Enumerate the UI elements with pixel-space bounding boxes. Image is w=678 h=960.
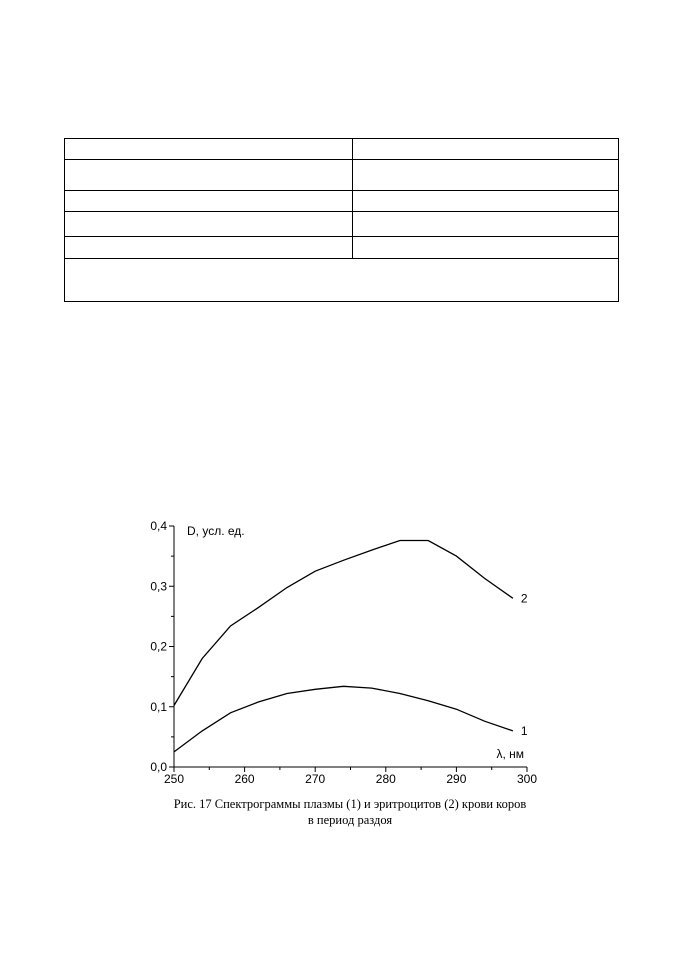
chart-axes [150,519,537,786]
figure-caption [130,796,570,828]
x-tick-label: 250 [163,772,185,786]
x-tick-label: 280 [375,772,396,786]
chart-series [174,541,528,752]
series-label-1: 1 [520,723,528,738]
x-tick-label: 300 [516,772,538,786]
y-tick-label: 0,2 [150,639,167,654]
series-line-2 [174,541,513,706]
caption-line-1: Рис. 17 Спектрограммы плазмы (1) и эритроцитов (2) крови коров [173,797,527,811]
y-tick-label: 0,0 [150,760,167,774]
x-tick-label: 260 [234,772,255,786]
y-tick-label: 0,4 [150,519,167,533]
x-tick-label: 270 [305,772,326,786]
y-axis-label: D, усл. ед. [187,524,245,538]
series-line-1 [174,686,513,752]
x-axis-label: λ, нм [496,747,524,761]
y-tick-label: 0,3 [150,579,167,594]
y-tick-label: 0,1 [150,699,167,714]
caption-line-2: в период раздоя [307,813,393,827]
x-tick-label: 290 [446,772,467,786]
series-label-2: 2 [520,591,528,606]
